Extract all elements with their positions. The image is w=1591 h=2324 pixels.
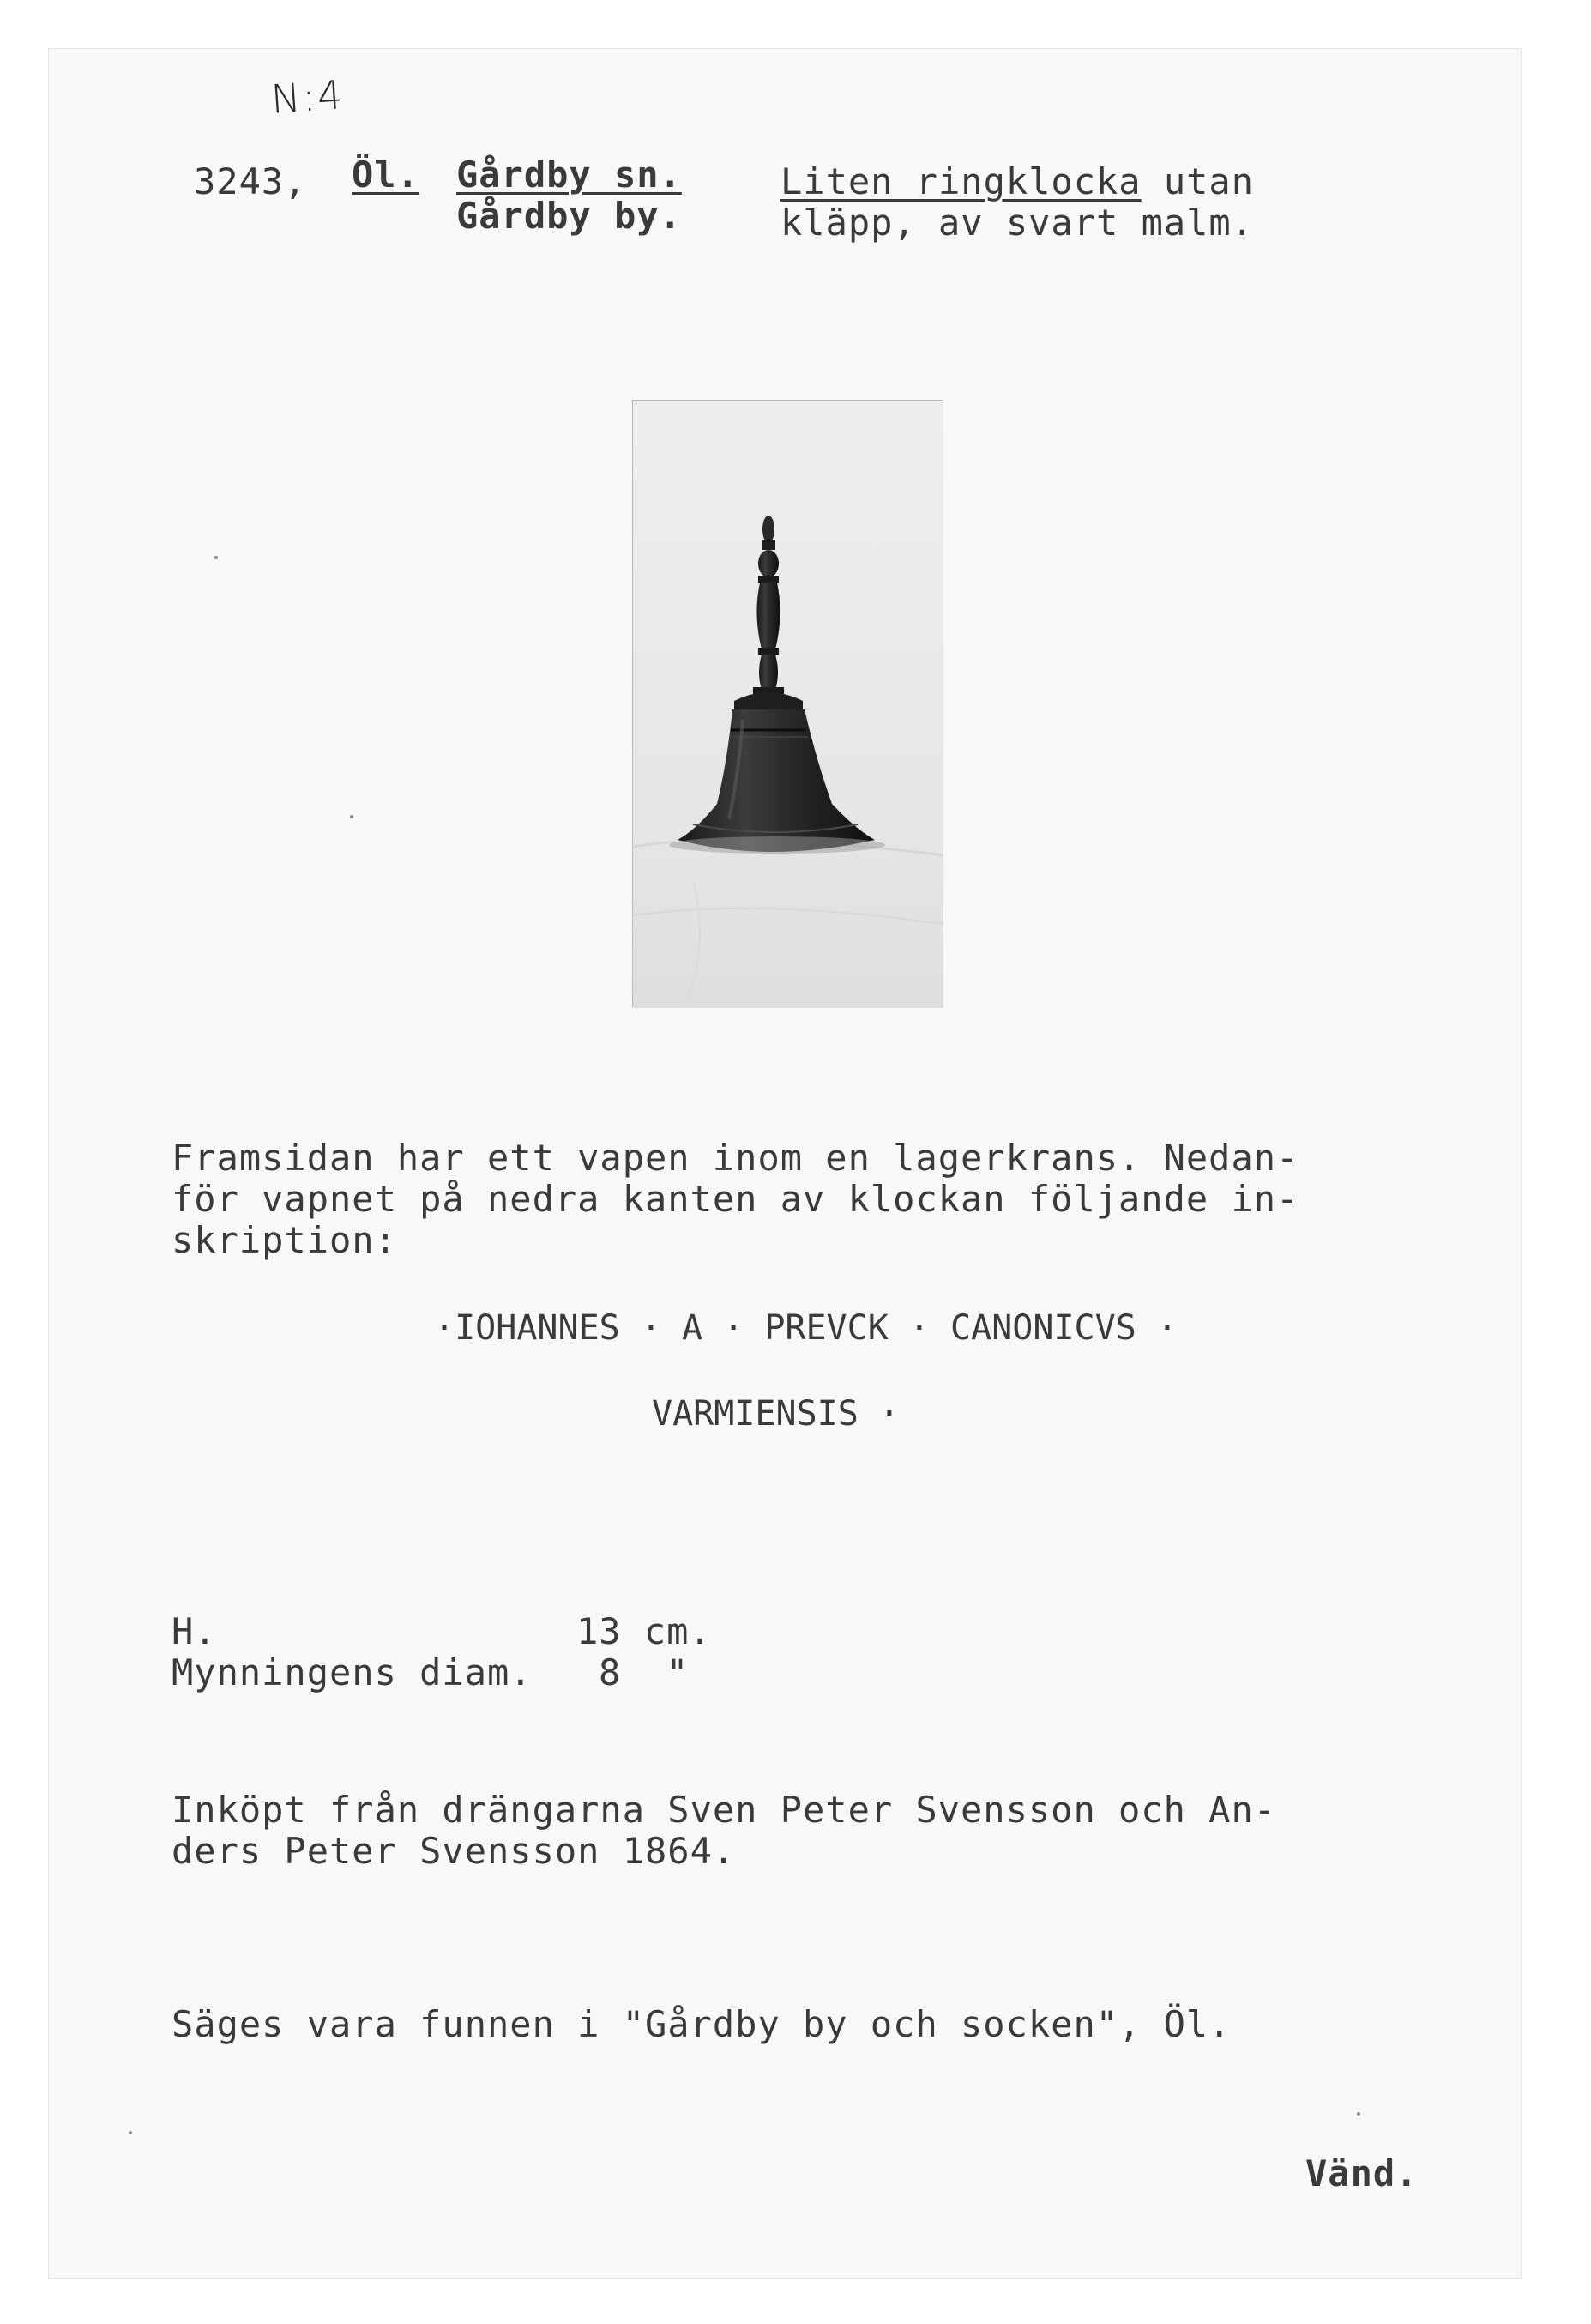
paper-speck: [129, 2131, 132, 2134]
measurement-height-label: H.: [172, 1610, 217, 1652]
inscription-line-2: VARMIENSIS ·: [652, 1394, 900, 1434]
measurement-diameter-label: Mynningens diam.: [172, 1651, 533, 1693]
bell-photo: [632, 400, 943, 1007]
measurement-height-value: 13 cm.: [576, 1610, 712, 1652]
parish-label: Gårdby sn.: [456, 154, 682, 196]
paper-speck: [350, 815, 353, 818]
village-label: Gårdby by.: [456, 195, 682, 237]
provenance-line: Säges vara funnen i "Gårdby by och socken", Öl.: [172, 2003, 1232, 2045]
title-line-1-rest: utan: [1141, 160, 1255, 202]
object-title: Liten ringklocka: [780, 160, 1142, 202]
paper-speck: [1357, 2112, 1360, 2116]
title-line-1: [780, 161, 1254, 202]
description-line-2: för vapnet på nedra kanten av klockan följande in-: [172, 1178, 1299, 1220]
acquisition-line-2: ders Peter Svensson 1864.: [172, 1830, 736, 1872]
handwritten-number: N:4: [269, 71, 346, 123]
inscription-line-1: ·IOHANNES · A · PREVCK · CANONICVS ·: [434, 1308, 1178, 1348]
description-line-1: Framsidan har ett vapen inom en lagerkrans. Nedan-: [172, 1137, 1299, 1179]
description-line-3: skription:: [172, 1219, 397, 1261]
acquisition-line-1: Inköpt från drängarna Sven Peter Svensson och An-: [172, 1789, 1277, 1831]
title-line-2: kläpp, av svart malm.: [780, 202, 1255, 244]
measurement-diameter-value: 8 ": [599, 1651, 690, 1693]
paper-speck: [214, 556, 218, 559]
catalog-number: 3243,: [194, 160, 307, 202]
bell-icon: [633, 401, 943, 1008]
turn-over-note: Vänd.: [1305, 2152, 1419, 2194]
province-label: Öl.: [352, 154, 419, 196]
